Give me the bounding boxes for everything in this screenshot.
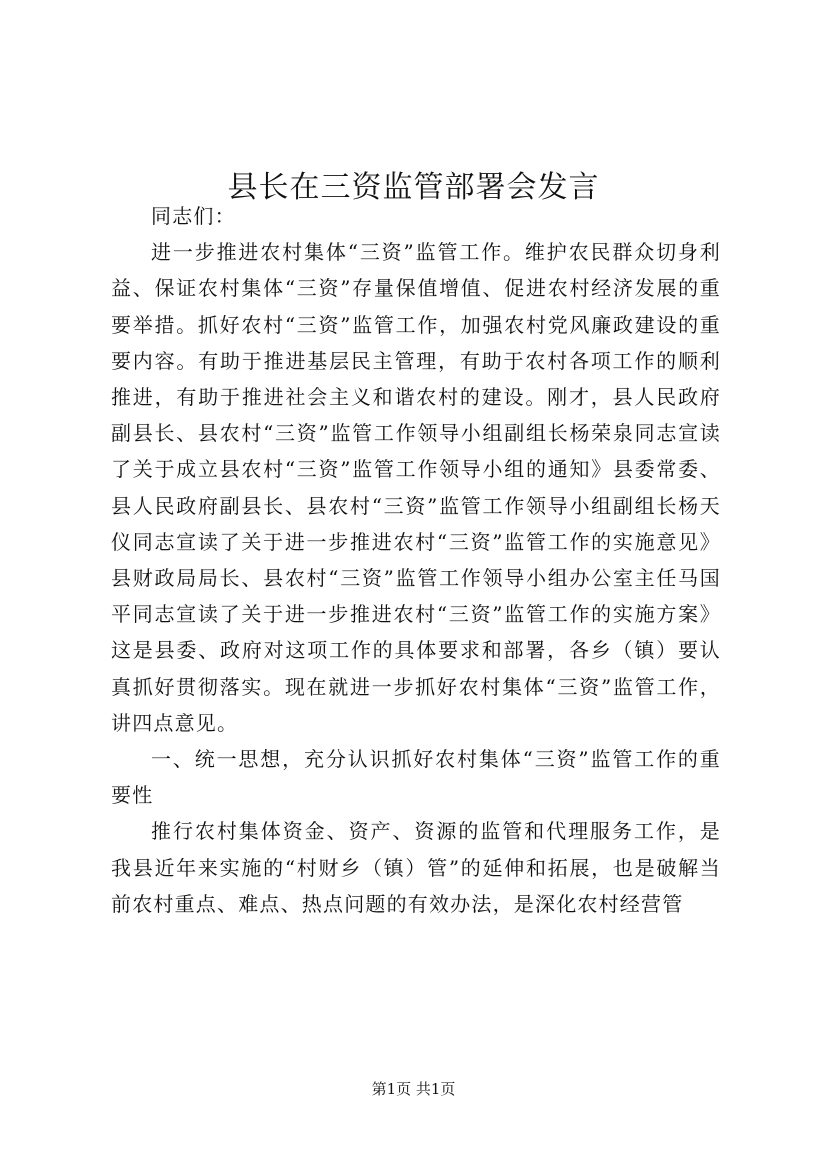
body-paragraph-section-1: 推行农村集体资金、资产、资源的监管和代理服务工作，是我县近年来实施的“村财乡（镇）管”的延伸和拓展，也是破解当前农村重点、难点、热点问题的有效办法，是深化农村经营管 <box>111 819 721 916</box>
salutation-paragraph: 同志们： <box>151 204 236 228</box>
document-body <box>111 198 721 922</box>
page-number: 第1页 共1页 <box>371 1080 456 1098</box>
document-title: 县长在三资监管部署会发言 <box>227 170 600 206</box>
page-footer <box>0 1078 827 1100</box>
section-heading-1: 一、统一思想，充分认识抓好农村集体“三资”监管工作的重要性 <box>111 747 721 808</box>
body-paragraph-intro: 进一步推进农村集体“三资”监管工作。维护农民群众切身利益、保证农村集体“三资”存量保值增值、促进农村经济发展的重要举措。抓好农村“三资”监管工作，加强农村党风廉政建设的重要内容。有助于推进基层民主管理，有助于农村各项工作的顺利推进，有助于推进社会主义和谐农村的建设。刚才，县人民政府副县长、县农村“三资”监管工作领导小组副组长杨荣泉同志宣读了关于成立县农村“三资”监管工作领导小组的通知》县委常委、县人民政府副县长、县农村“三资”监管工作领导小组副组长杨天仪同志宣读了关于进一步推进农村“三资”监管工作的实施意见》县财政局局长、县农村“三资”监管工作领导小组办公室主任马国平同志宣读了关于进一步推进农村“三资”监管工作的实施方案》这是县委、政府对这项工作的具体要求和部署，各乡（镇）要认真抓好贯彻落实。现在就进一步抓好农村集体“三资”监管工作，讲四点意见。 <box>111 240 721 735</box>
